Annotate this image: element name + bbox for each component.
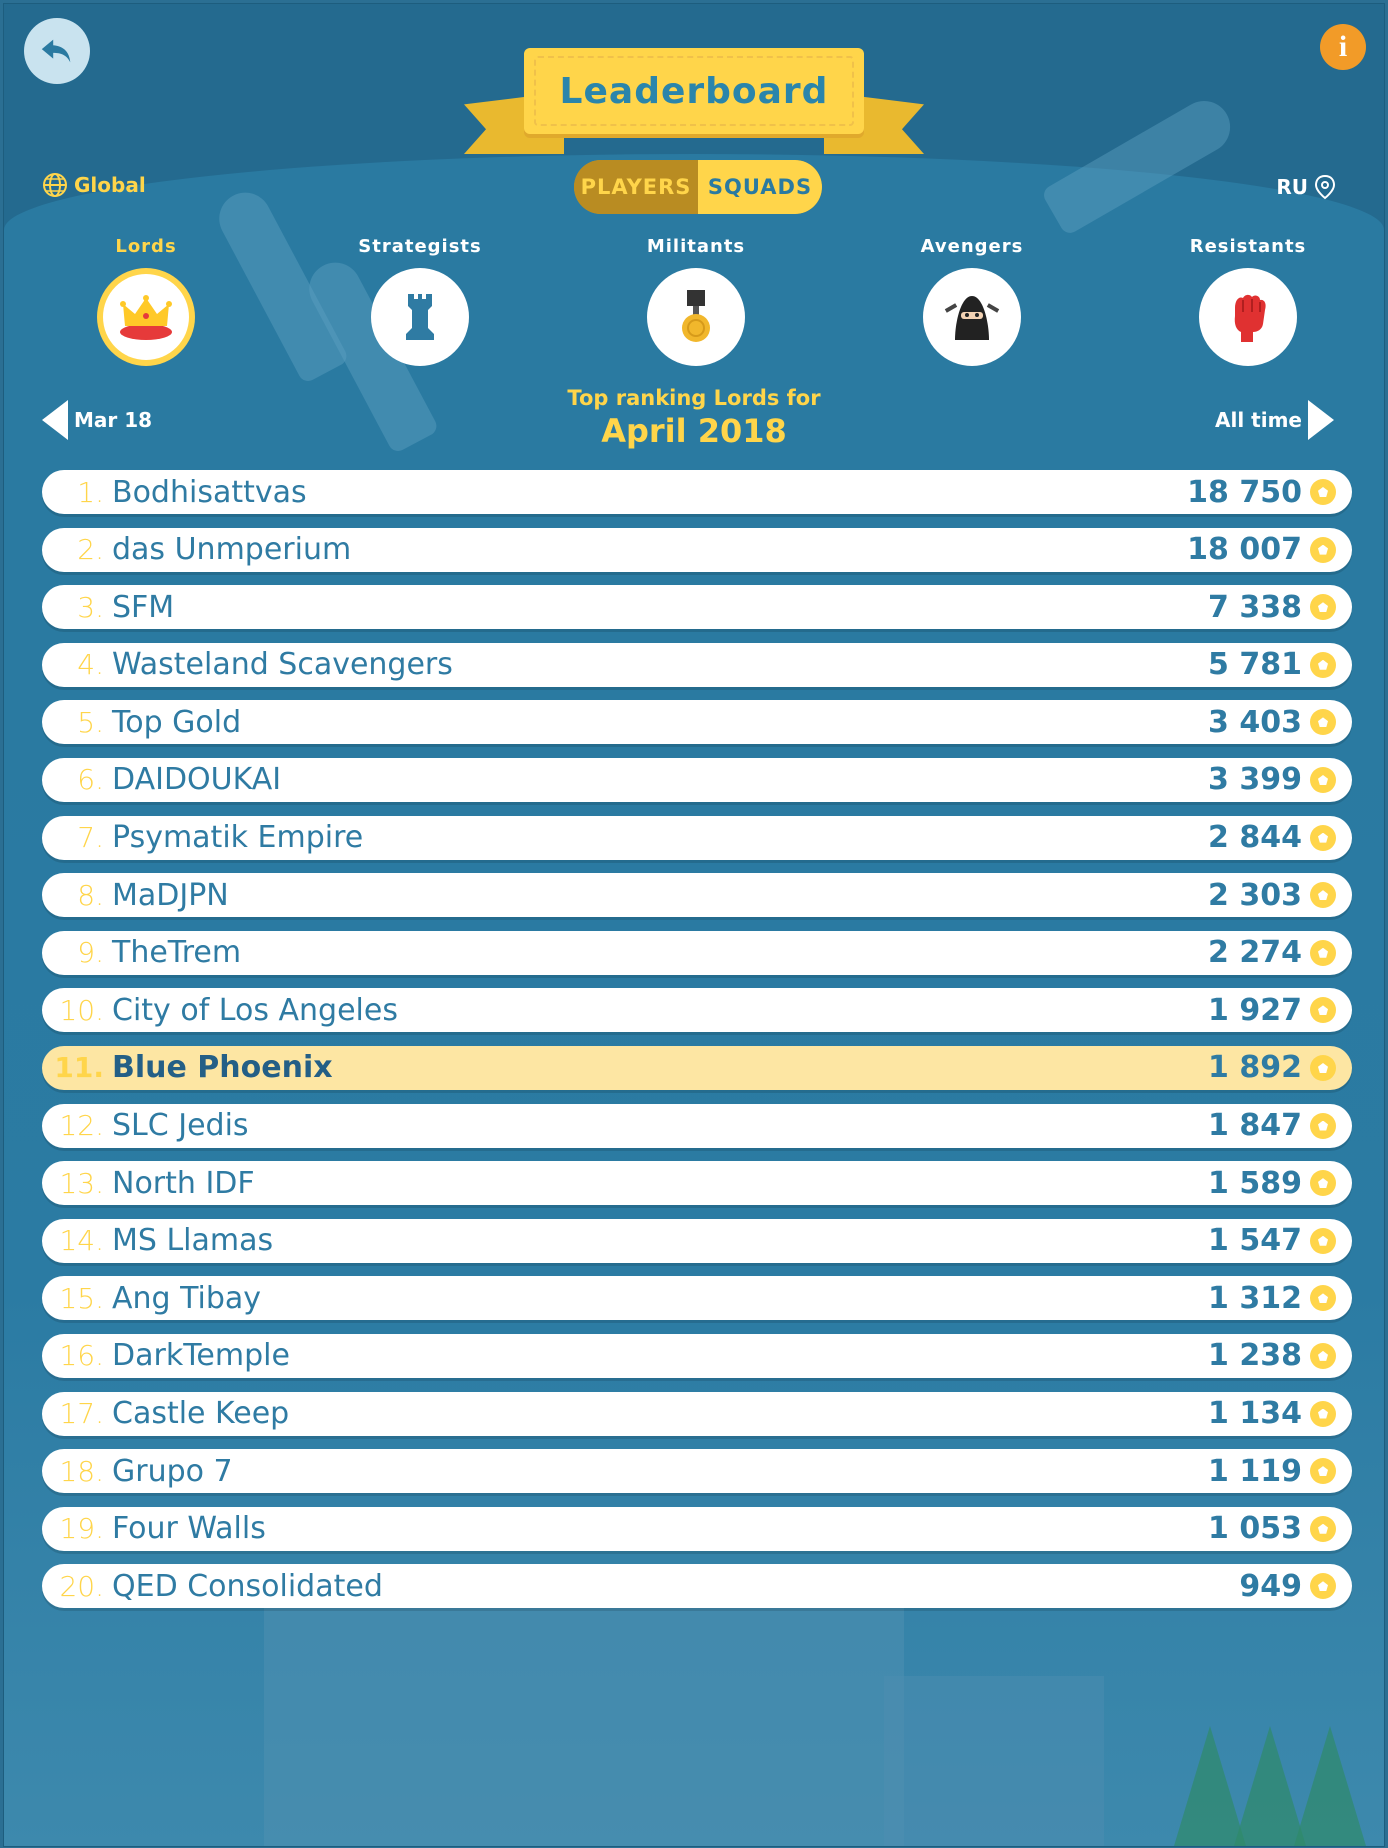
category-avengers[interactable] <box>892 236 1052 366</box>
row-rank: 12 . <box>42 1109 104 1142</box>
row-squad-name: Four Walls <box>112 1511 266 1547</box>
row-rank: 5 . <box>42 706 104 739</box>
leaderboard-row[interactable] <box>42 1046 1352 1090</box>
tab-players[interactable]: PLAYERS <box>574 160 698 214</box>
leaderboard-row[interactable] <box>42 873 1352 917</box>
leaderboard-row[interactable] <box>42 700 1352 744</box>
coin-icon <box>1310 1458 1336 1484</box>
row-rank: 11 . <box>42 1051 104 1084</box>
row-squad-name: SFM <box>112 589 175 625</box>
row-squad-name: North IDF <box>112 1165 255 1201</box>
scope-label: Global <box>74 173 146 197</box>
row-score: 1 134 <box>1208 1396 1302 1431</box>
category-strategists[interactable] <box>340 236 500 366</box>
row-squad-name: Grupo 7 <box>112 1453 233 1489</box>
row-rank: 4 . <box>42 648 104 681</box>
previous-period-label: Mar 18 <box>74 408 153 432</box>
row-score: 5 781 <box>1208 647 1302 683</box>
coin-icon <box>1310 1170 1336 1196</box>
row-squad-name: MaDJPN <box>112 877 229 913</box>
coin-icon <box>1310 479 1336 505</box>
leaderboard-row[interactable] <box>42 528 1352 572</box>
leaderboard-row[interactable] <box>42 585 1352 629</box>
coin-icon <box>1310 940 1336 966</box>
row-score: 18 750 <box>1187 474 1302 510</box>
raised-fist-icon <box>1217 286 1279 348</box>
row-rank: 3 . <box>42 591 104 624</box>
leaderboard-row[interactable] <box>42 1564 1352 1608</box>
row-score: 1 892 <box>1208 1050 1302 1086</box>
row-score: 7 338 <box>1208 589 1302 625</box>
row-score: 1 238 <box>1208 1338 1302 1374</box>
leaderboard-row[interactable] <box>42 643 1352 687</box>
coin-icon <box>1310 1573 1336 1599</box>
info-icon: i <box>1338 30 1348 63</box>
category-resistants[interactable] <box>1168 236 1328 366</box>
row-squad-name: das Unmperium <box>112 532 352 568</box>
row-rank: 18 . <box>42 1455 104 1488</box>
category-lords[interactable] <box>66 236 226 366</box>
arrow-left-icon <box>42 400 68 440</box>
row-score: 18 007 <box>1187 532 1302 568</box>
row-score: 1 547 <box>1208 1223 1302 1259</box>
row-score: 2 274 <box>1208 935 1302 971</box>
row-score: 1 053 <box>1208 1511 1302 1547</box>
coin-icon <box>1310 1285 1336 1311</box>
leaderboard-row[interactable] <box>42 1104 1352 1148</box>
row-rank: 1 . <box>42 476 104 509</box>
row-score: 3 399 <box>1208 762 1302 798</box>
leaderboard-row[interactable] <box>42 1507 1352 1551</box>
rook-icon <box>389 286 451 348</box>
row-squad-name: Bodhisattvas <box>112 474 307 510</box>
row-rank: 13 . <box>42 1167 104 1200</box>
row-rank: 14 . <box>42 1224 104 1257</box>
category-militants[interactable] <box>616 236 776 366</box>
row-rank: 20 . <box>42 1570 104 1603</box>
category-label: Resistants <box>1189 236 1307 257</box>
row-score: 1 927 <box>1208 992 1302 1028</box>
scope-selector[interactable] <box>42 172 146 198</box>
globe-icon <box>42 172 68 198</box>
coin-icon <box>1310 882 1336 908</box>
page-title: Leaderboard <box>559 70 829 112</box>
row-squad-name: TheTrem <box>112 935 242 971</box>
category-label: Lords <box>115 236 177 257</box>
leaderboard-screen <box>3 3 1385 1847</box>
arrow-right-icon <box>1308 400 1334 440</box>
previous-period-button[interactable] <box>42 400 152 440</box>
period-subtitle: Top ranking Lords for <box>567 386 821 410</box>
coin-icon <box>1310 1401 1336 1427</box>
coin-icon <box>1310 1113 1336 1139</box>
title-banner <box>464 40 924 160</box>
back-arrow-icon <box>38 32 76 70</box>
row-squad-name: Castle Keep <box>112 1396 290 1431</box>
coin-icon <box>1310 825 1336 851</box>
region-selector[interactable] <box>1276 174 1336 200</box>
coin-icon <box>1310 537 1336 563</box>
row-rank: 19 . <box>42 1512 104 1545</box>
row-score: 1 119 <box>1208 1453 1302 1489</box>
row-score: 3 403 <box>1208 704 1302 740</box>
row-squad-name: Wasteland Scavengers <box>112 647 453 683</box>
back-button[interactable] <box>24 18 90 84</box>
location-pin-icon <box>1314 174 1336 200</box>
coin-icon <box>1310 652 1336 678</box>
row-score: 949 <box>1239 1568 1302 1604</box>
row-rank: 17 . <box>42 1397 104 1430</box>
row-squad-name: MS Llamas <box>112 1223 274 1259</box>
row-score: 1 847 <box>1208 1108 1302 1144</box>
row-rank: 15 . <box>42 1282 104 1315</box>
row-rank: 2 . <box>42 533 104 566</box>
period-heading <box>444 386 944 450</box>
row-squad-name: SLC Jedis <box>112 1108 249 1144</box>
medal-icon <box>665 286 727 348</box>
row-score: 2 303 <box>1208 877 1302 913</box>
tab-squads[interactable]: SQUADS <box>698 160 822 214</box>
row-rank: 6 . <box>42 763 104 796</box>
row-score: 1 312 <box>1208 1280 1302 1316</box>
leaderboard-row[interactable] <box>42 1161 1352 1205</box>
coin-icon <box>1310 767 1336 793</box>
row-rank: 16 . <box>42 1339 104 1372</box>
row-squad-name: QED Consolidated <box>112 1568 383 1604</box>
background-building <box>884 1676 1104 1846</box>
coin-icon <box>1310 1343 1336 1369</box>
row-squad-name: Top Gold <box>112 704 242 740</box>
next-period-button[interactable] <box>1215 400 1334 440</box>
region-label: RU <box>1276 175 1308 199</box>
leaderboard-row[interactable] <box>42 1392 1352 1436</box>
leaderboard-row[interactable] <box>42 1276 1352 1320</box>
coin-icon <box>1310 1516 1336 1542</box>
row-squad-name: DAIDOUKAI <box>112 762 282 798</box>
category-label: Strategists <box>358 236 482 257</box>
period-navigator <box>4 386 1384 466</box>
row-squad-name: Psymatik Empire <box>112 820 364 856</box>
leaderboard-row[interactable] <box>42 470 1352 514</box>
crown-icon <box>115 286 177 348</box>
category-label: Avengers <box>920 236 1024 257</box>
background-tree <box>1294 1726 1366 1846</box>
row-score: 1 589 <box>1208 1165 1302 1201</box>
leaderboard-row[interactable] <box>42 816 1352 860</box>
period-title: April 2018 <box>601 412 787 450</box>
coin-icon <box>1310 1228 1336 1254</box>
leaderboard-row[interactable] <box>42 1219 1352 1263</box>
leaderboard-row[interactable] <box>42 1334 1352 1378</box>
next-period-label: All time <box>1215 408 1302 432</box>
leaderboard-row[interactable] <box>42 1449 1352 1493</box>
row-rank: 8 . <box>42 879 104 912</box>
row-score: 2 844 <box>1208 820 1302 856</box>
coin-icon <box>1310 997 1336 1023</box>
players-squads-toggle[interactable] <box>574 160 822 214</box>
coin-icon <box>1310 594 1336 620</box>
row-rank: 7 . <box>42 821 104 854</box>
coin-icon <box>1310 1055 1336 1081</box>
row-squad-name: City of Los Angeles <box>112 992 398 1028</box>
row-rank: 9 . <box>42 936 104 969</box>
coin-icon <box>1310 709 1336 735</box>
row-squad-name: DarkTemple <box>112 1338 290 1374</box>
row-rank: 10 . <box>42 994 104 1027</box>
category-label: Militants <box>646 236 746 257</box>
leaderboard-list <box>42 470 1352 1622</box>
category-selector <box>44 236 1344 366</box>
row-squad-name: Blue Phoenix <box>112 1050 333 1086</box>
leaderboard-row[interactable] <box>42 758 1352 802</box>
leaderboard-row[interactable] <box>42 988 1352 1032</box>
leaderboard-row[interactable] <box>42 931 1352 975</box>
masked-avenger-icon <box>941 286 1003 348</box>
info-button[interactable] <box>1320 24 1366 70</box>
background-building <box>264 1586 904 1846</box>
row-squad-name: Ang Tibay <box>112 1280 262 1316</box>
